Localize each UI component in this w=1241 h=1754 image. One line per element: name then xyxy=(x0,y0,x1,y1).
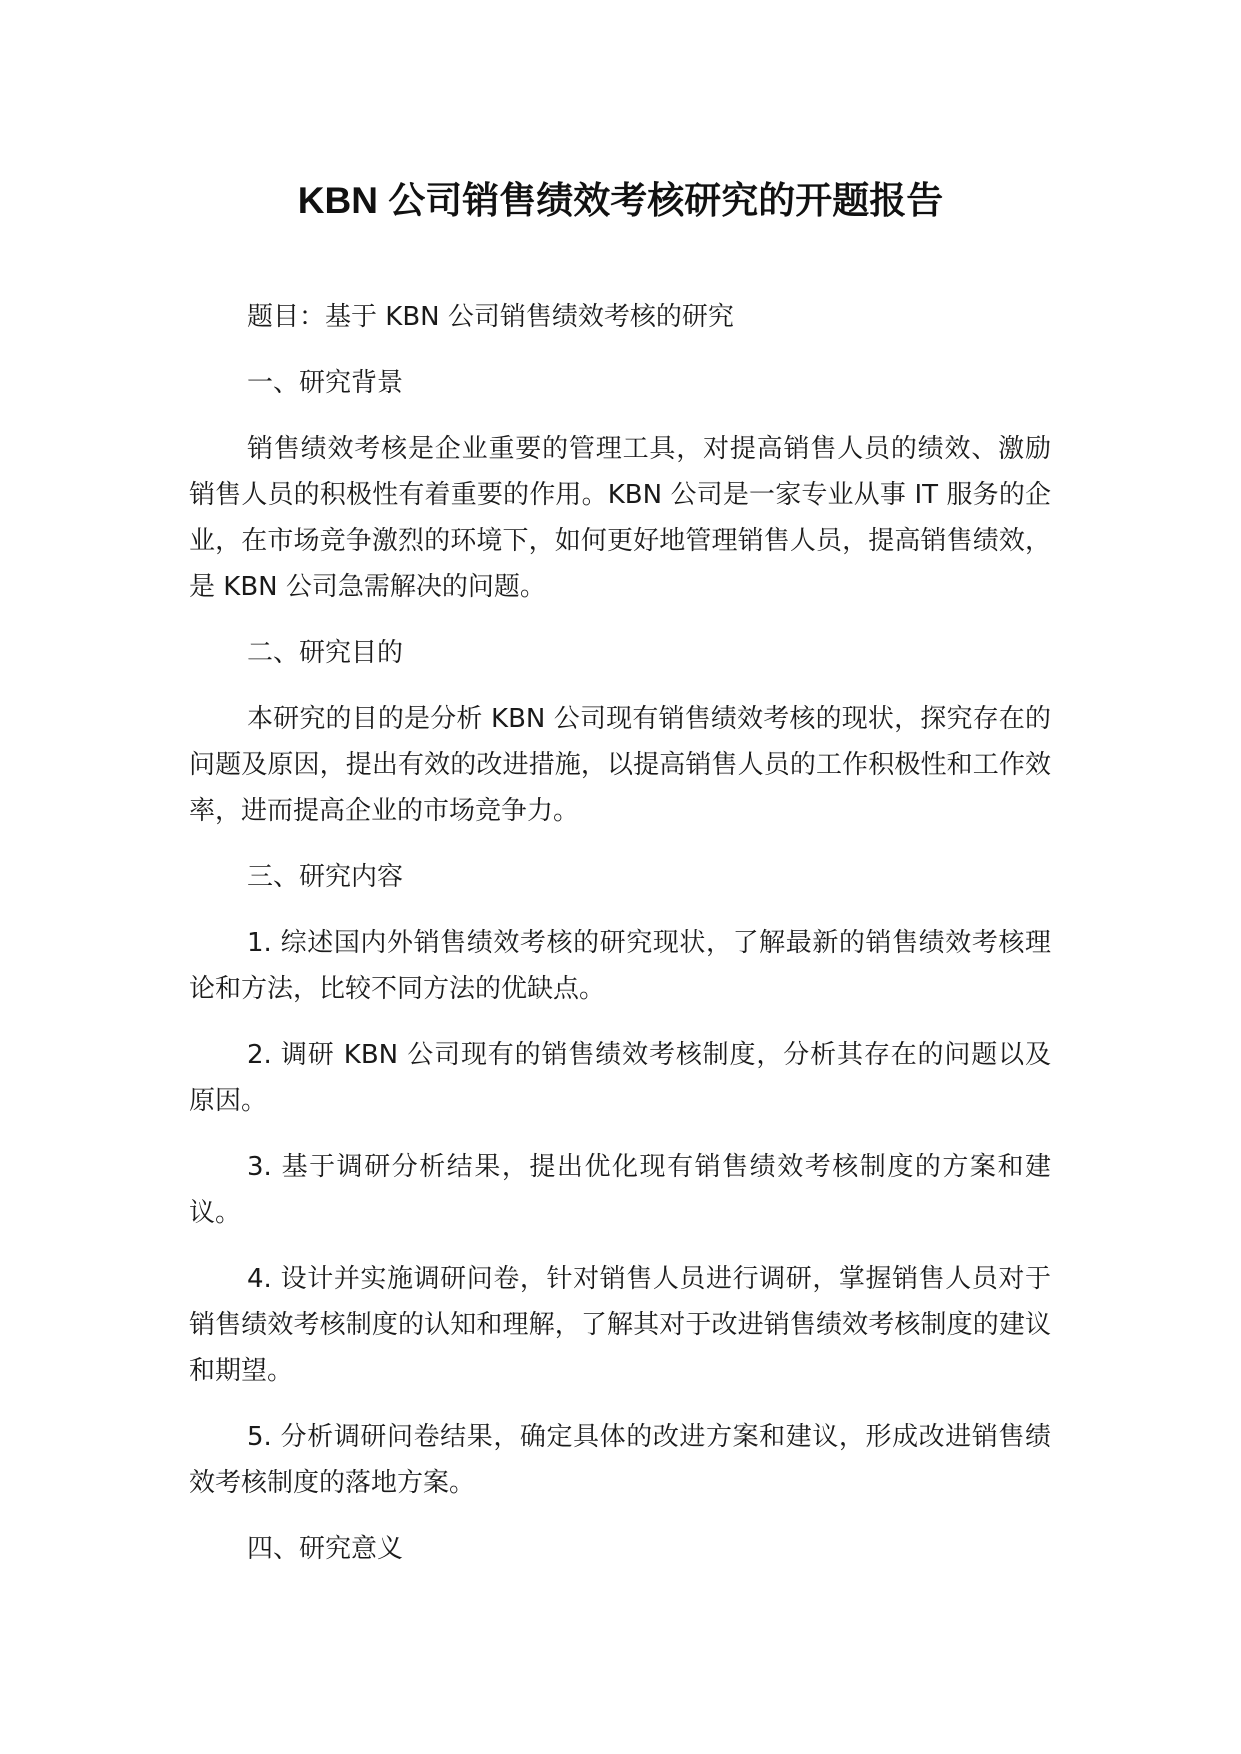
subject-line: 题目：基于 KBN 公司销售绩效考核的研究 xyxy=(247,302,734,332)
section-heading-purpose: 二、研究目的 xyxy=(247,638,404,668)
document-title: KBN 公司销售绩效考核研究的开题报告 xyxy=(297,180,944,221)
paragraph-purpose: 本研究的目的是分析 KBN 公司现有销售绩效考核的现状，探究存在的问题及原因，提出有效的改进措施，以提高销售人员的工作积极性和工作效率，进而提高企业的市场竞争力。 xyxy=(189,704,1051,826)
list-item-content-3: 3. 基于调研分析结果，提出优化现有销售绩效考核制度的方案和建议。 xyxy=(189,1152,1051,1228)
document-body xyxy=(189,294,1051,1592)
list-item-content-1: 1. 综述国内外销售绩效考核的研究现状，了解最新的销售绩效考核理论和方法，比较不同方法的优缺点。 xyxy=(189,928,1051,1004)
list-item-content-4: 4. 设计并实施调研问卷，针对销售人员进行调研，掌握销售人员对于销售绩效考核制度的认知和理解，了解其对于改进销售绩效考核制度的建议和期望。 xyxy=(189,1264,1051,1386)
list-item-content-5: 5. 分析调研问卷结果，确定具体的改进方案和建议，形成改进销售绩效考核制度的落地方案。 xyxy=(189,1422,1051,1498)
list-item-content-2: 2. 调研 KBN 公司现有的销售绩效考核制度，分析其存在的问题以及原因。 xyxy=(189,1040,1051,1116)
section-heading-significance: 四、研究意义 xyxy=(247,1534,404,1564)
section-heading-background: 一、研究背景 xyxy=(247,368,404,398)
section-heading-content: 三、研究内容 xyxy=(247,862,404,892)
paragraph-background: 销售绩效考核是企业重要的管理工具，对提高销售人员的绩效、激励销售人员的积极性有着重要的作用。KBN 公司是一家专业从事 IT 服务的企业，在市场竞争激烈的环境下，如何更好地管理销售人员，提高销售绩效，是 KBN 公司急需解决的问题。 xyxy=(189,434,1051,602)
